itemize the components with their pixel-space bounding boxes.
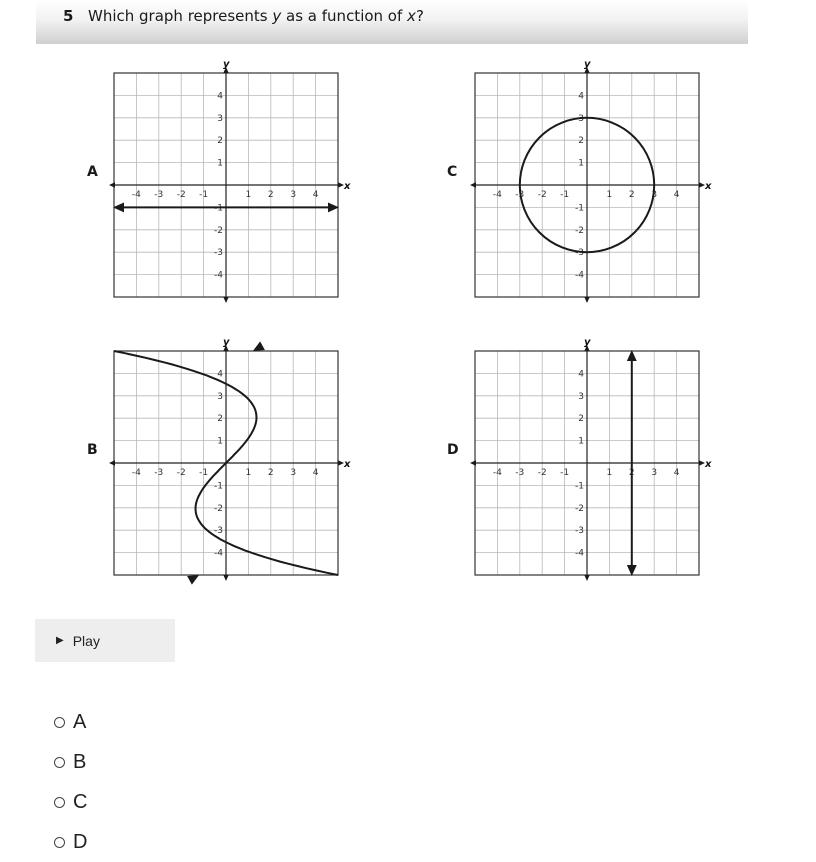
- play-button[interactable]: [35, 619, 175, 662]
- y-axis-label: y: [223, 59, 230, 70]
- y-axis-label: y: [584, 337, 591, 348]
- y-tick-label: -1: [575, 481, 584, 492]
- y-tick-label: 4: [217, 369, 223, 380]
- x-tick-label: -2: [537, 190, 547, 200]
- x-tick-label: 2: [628, 468, 635, 478]
- y-tick-label: 3: [578, 113, 584, 124]
- question-text: Which graph represents y as a function of x?: [88, 7, 424, 25]
- y-axis-arrow: [584, 297, 589, 303]
- y-axis-label: y: [584, 59, 591, 70]
- y-tick-label: -3: [575, 248, 584, 259]
- x-tick-label: 4: [673, 468, 680, 478]
- x-tick-label: 2: [267, 468, 274, 478]
- y-tick-label: -4: [214, 270, 223, 281]
- graph-a: [109, 59, 351, 303]
- x-tick-label: -2: [176, 190, 186, 200]
- y-tick-label: -4: [575, 270, 584, 281]
- y-axis-label: y: [223, 337, 230, 348]
- y-tick-label: 4: [578, 369, 584, 380]
- y-axis-arrow: [223, 297, 228, 303]
- x-tick-label: -1: [560, 190, 570, 200]
- x-tick-label: -4: [131, 190, 141, 200]
- y-tick-label: 4: [578, 91, 584, 102]
- x-tick-label: 1: [606, 190, 613, 200]
- y-axis-arrow: [223, 575, 228, 581]
- x-tick-label: 3: [651, 468, 658, 478]
- x-tick-label: -2: [176, 468, 186, 478]
- x-tick-label: -3: [515, 468, 525, 478]
- y-tick-label: 2: [578, 414, 584, 425]
- curve-arrow: [627, 350, 637, 361]
- x-tick-label: -4: [492, 190, 502, 200]
- y-tick-label: -2: [575, 503, 584, 514]
- x-axis-label: x: [705, 459, 712, 470]
- y-tick-label: 2: [217, 414, 223, 425]
- x-tick-label: -3: [515, 190, 525, 200]
- graph-label-b: B: [87, 442, 98, 458]
- x-axis-arrow: [109, 182, 115, 187]
- y-tick-label: -1: [214, 481, 223, 492]
- y-tick-label: 1: [217, 436, 223, 447]
- y-tick-label: -1: [214, 203, 223, 214]
- choice-label: B: [73, 750, 87, 773]
- y-tick-label: -3: [214, 248, 223, 259]
- graph-d: [470, 337, 712, 581]
- radio-button-icon[interactable]: [54, 797, 65, 808]
- y-tick-label: 1: [578, 158, 584, 169]
- x-tick-label: 1: [245, 468, 252, 478]
- x-axis-arrow: [470, 460, 476, 465]
- y-tick-label: 3: [217, 113, 223, 124]
- x-tick-label: 3: [651, 190, 658, 200]
- curve-arrow: [627, 565, 637, 576]
- y-tick-label: 1: [217, 158, 223, 169]
- y-tick-label: 1: [578, 436, 584, 447]
- x-tick-label: -2: [537, 468, 547, 478]
- y-axis-arrow: [584, 575, 589, 581]
- choice-label: A: [73, 710, 87, 733]
- x-tick-label: -1: [199, 190, 209, 200]
- x-tick-label: -1: [199, 468, 209, 478]
- radio-button-icon[interactable]: [54, 717, 65, 728]
- y-tick-label: -2: [214, 503, 223, 514]
- graph-label-a: A: [87, 164, 98, 180]
- x-tick-label: 4: [673, 190, 680, 200]
- y-tick-label: 2: [217, 136, 223, 147]
- y-tick-label: -2: [214, 225, 223, 236]
- x-axis-label: x: [344, 459, 351, 470]
- y-tick-label: -3: [214, 526, 223, 537]
- x-tick-label: -1: [560, 468, 570, 478]
- x-axis-label: x: [705, 181, 712, 192]
- x-tick-label: 4: [312, 190, 319, 200]
- x-tick-label: -3: [154, 468, 164, 478]
- curve-arrow: [328, 202, 339, 212]
- answer-choices: [54, 702, 87, 862]
- y-tick-label: 2: [578, 136, 584, 147]
- choice-d[interactable]: [54, 822, 87, 862]
- graph-b: [109, 337, 351, 585]
- x-tick-label: -4: [492, 468, 502, 478]
- choice-label: D: [73, 830, 88, 853]
- x-tick-label: 3: [290, 468, 297, 478]
- curve-arrow: [187, 575, 199, 585]
- choice-label: C: [73, 790, 88, 813]
- x-tick-label: -3: [154, 190, 164, 200]
- x-tick-label: 3: [290, 190, 297, 200]
- radio-button-icon[interactable]: [54, 757, 65, 768]
- curve-arrow: [113, 202, 124, 212]
- graph-label-d: D: [447, 442, 459, 458]
- choice-c[interactable]: [54, 782, 87, 822]
- y-tick-label: -2: [575, 225, 584, 236]
- graph-label-c: C: [447, 164, 458, 180]
- y-tick-label: -4: [214, 548, 223, 559]
- x-axis-arrow: [470, 182, 476, 187]
- curve-arrow: [253, 341, 265, 351]
- y-tick-label: 4: [217, 91, 223, 102]
- x-tick-label: -4: [131, 468, 141, 478]
- x-tick-label: 1: [606, 468, 613, 478]
- x-axis-arrow: [109, 460, 115, 465]
- x-axis-label: x: [344, 181, 351, 192]
- x-tick-label: 2: [628, 190, 635, 200]
- choice-b[interactable]: [54, 742, 87, 782]
- graph-c: [470, 59, 712, 303]
- x-tick-label: 1: [245, 190, 252, 200]
- x-tick-label: 4: [312, 468, 319, 478]
- choice-a[interactable]: [54, 702, 87, 742]
- y-tick-label: -3: [575, 526, 584, 537]
- radio-button-icon[interactable]: [54, 837, 65, 848]
- y-tick-label: 3: [217, 391, 223, 402]
- y-tick-label: -1: [575, 203, 584, 214]
- y-tick-label: -4: [575, 548, 584, 559]
- x-tick-label: 2: [267, 190, 274, 200]
- question-number: 5: [63, 7, 74, 25]
- play-triangle-icon: ▶: [56, 635, 64, 646]
- play-label: Play: [72, 632, 100, 649]
- y-tick-label: 3: [578, 391, 584, 402]
